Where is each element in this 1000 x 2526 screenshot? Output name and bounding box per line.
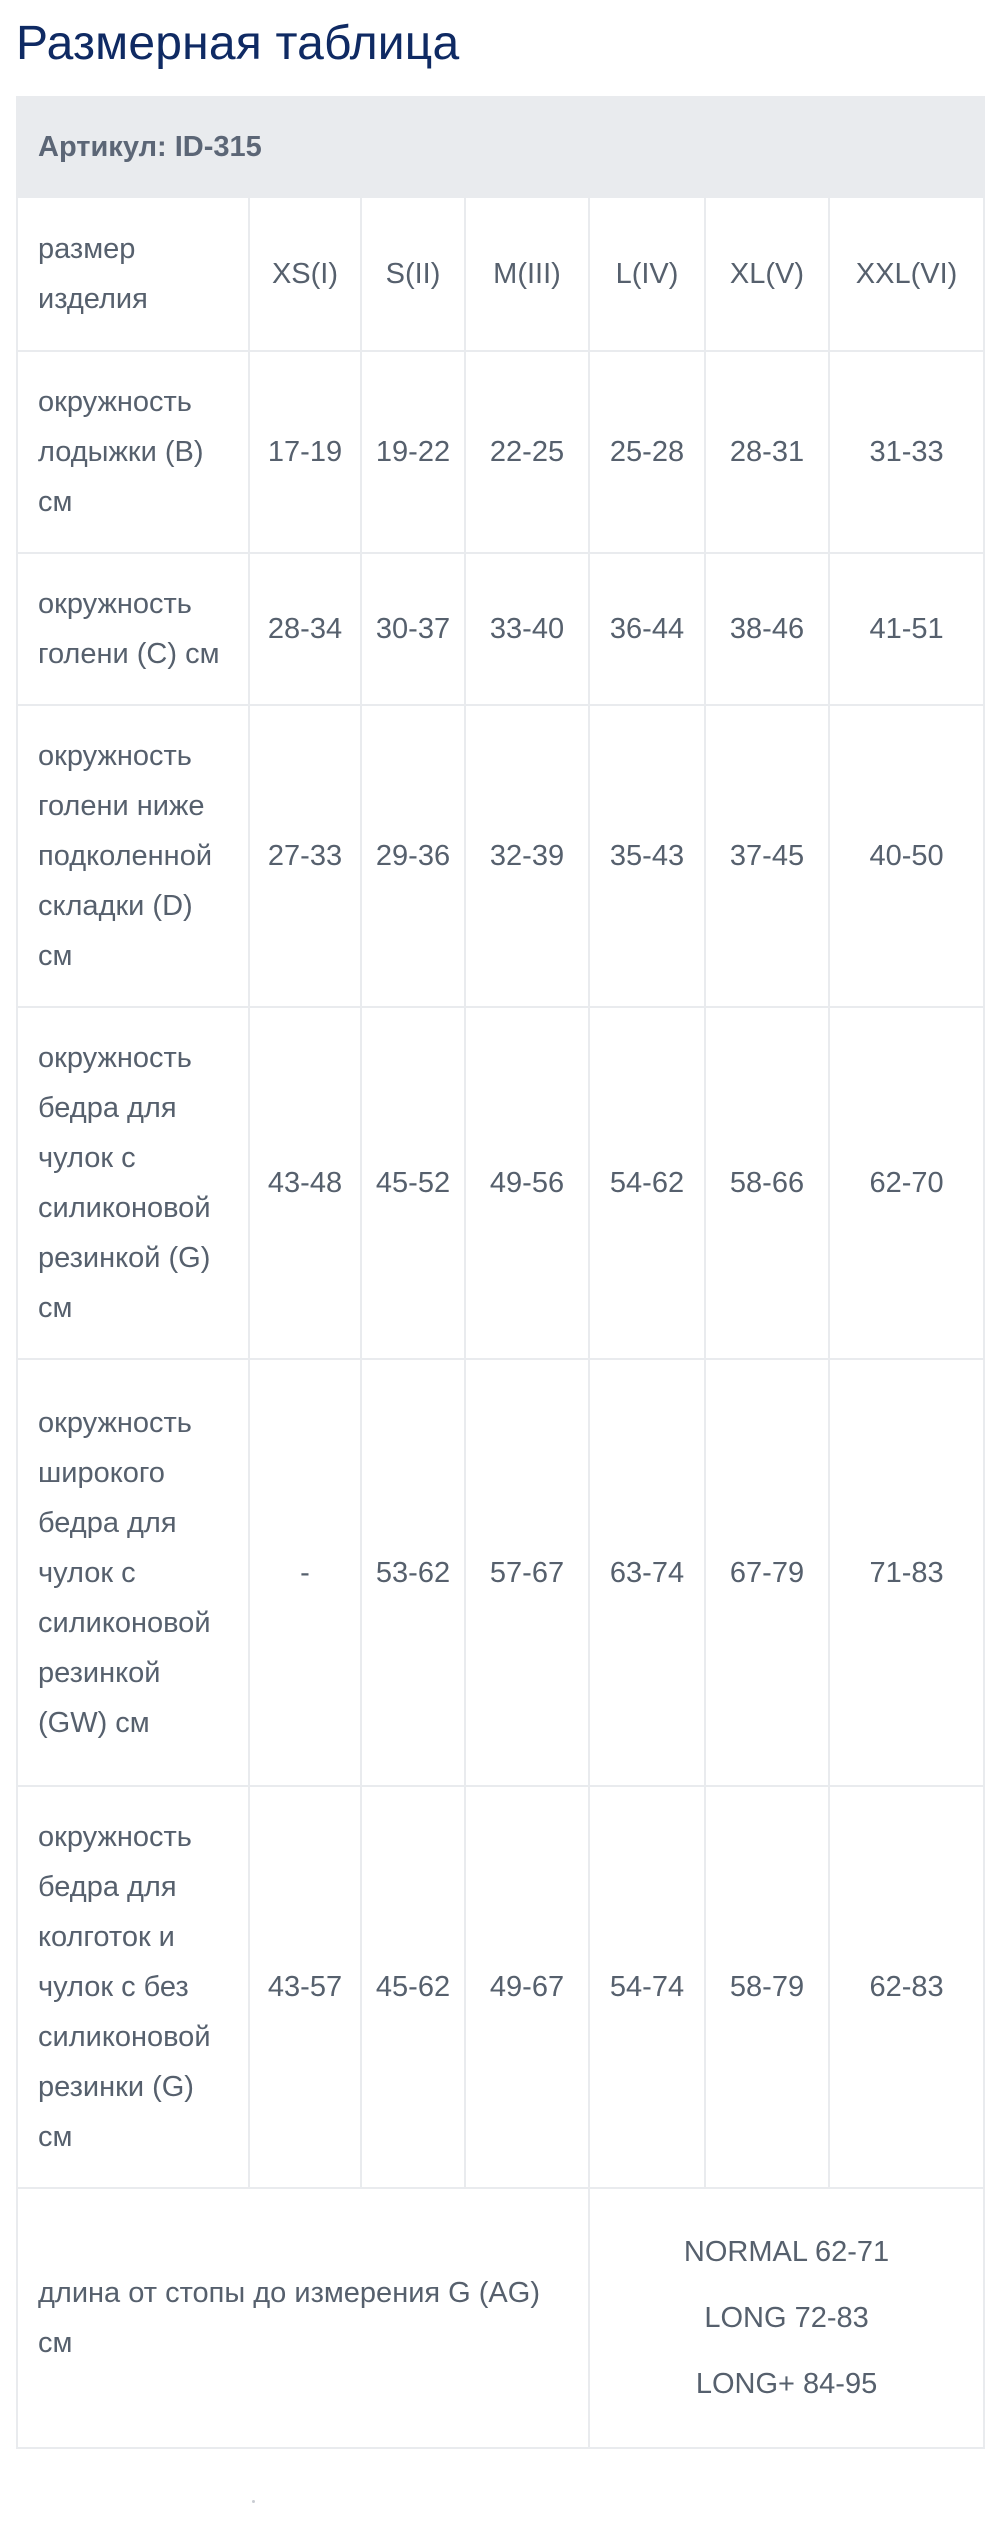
- table-row: [17, 1007, 984, 1359]
- length-row-label: длина от стопы до измерения G (AG) см: [17, 2188, 589, 2448]
- table-cell: 41-51: [829, 553, 984, 705]
- table-row: [17, 1359, 984, 1786]
- size-header-l: L(IV): [589, 197, 705, 351]
- table-cell: 58-66: [705, 1007, 829, 1359]
- table-cell: 33-40: [465, 553, 589, 705]
- table-cell: 63-74: [589, 1359, 705, 1786]
- size-table: [16, 96, 985, 2449]
- article-label: Артикул: ID-315: [17, 97, 984, 197]
- table-cell: -: [249, 1359, 361, 1786]
- row-label: окружность бедра для колготок и чулок с без силиконовой резинки (G) см: [17, 1786, 249, 2188]
- table-cell: 43-48: [249, 1007, 361, 1359]
- table-cell: 29-36: [361, 705, 465, 1007]
- table-row: [17, 705, 984, 1007]
- table-cell: 30-37: [361, 553, 465, 705]
- table-cell: 49-56: [465, 1007, 589, 1359]
- length-long: LONG 72-83: [704, 2302, 869, 2334]
- size-header-xl: XL(V): [705, 197, 829, 351]
- table-cell: 38-46: [705, 553, 829, 705]
- table-cell: 53-62: [361, 1359, 465, 1786]
- row-label: окружность лодыжки (B) см: [17, 351, 249, 553]
- table-cell: 43-57: [249, 1786, 361, 2188]
- length-row: [17, 2188, 984, 2448]
- table-cell: 25-28: [589, 351, 705, 553]
- table-row: [17, 1786, 984, 2188]
- decorative-dot: [252, 2500, 255, 2503]
- row-label: окружность бедра для чулок с силиконовой резинкой (G) см: [17, 1007, 249, 1359]
- table-cell: 67-79: [705, 1359, 829, 1786]
- table-cell: 49-67: [465, 1786, 589, 2188]
- size-header-m: M(III): [465, 197, 589, 351]
- table-cell: 37-45: [705, 705, 829, 1007]
- table-cell: 54-62: [589, 1007, 705, 1359]
- table-cell: 71-83: [829, 1359, 984, 1786]
- table-cell: 17-19: [249, 351, 361, 553]
- table-cell: 57-67: [465, 1359, 589, 1786]
- size-column-header: размер изделия: [17, 197, 249, 351]
- table-cell: 54-74: [589, 1786, 705, 2188]
- table-row: [17, 351, 984, 553]
- article-row: [17, 97, 984, 197]
- page-title: Размерная таблица: [16, 17, 460, 70]
- row-label: окружность голени ниже подколенной складки (D) см: [17, 705, 249, 1007]
- table-cell: 19-22: [361, 351, 465, 553]
- size-header-s: S(II): [361, 197, 465, 351]
- table-cell: 62-70: [829, 1007, 984, 1359]
- table-cell: 22-25: [465, 351, 589, 553]
- table-cell: 62-83: [829, 1786, 984, 2188]
- table-cell: 27-33: [249, 705, 361, 1007]
- size-header-xxl: XXL(VI): [829, 197, 984, 351]
- table-cell: 28-34: [249, 553, 361, 705]
- table-header-row: [17, 197, 984, 351]
- length-long-plus: LONG+ 84-95: [695, 2368, 878, 2400]
- table-cell: 40-50: [829, 705, 984, 1007]
- row-label: окружность широкого бедра для чулок с силиконовой резинкой (GW) см: [17, 1359, 249, 1786]
- table-cell: 58-79: [705, 1786, 829, 2188]
- length-normal: NORMAL 62-71: [683, 2236, 890, 2268]
- table-cell: 35-43: [589, 705, 705, 1007]
- row-label: окружность голени (C) см: [17, 553, 249, 705]
- size-header-xs: XS(I): [249, 197, 361, 351]
- table-cell: 36-44: [589, 553, 705, 705]
- table-cell: 32-39: [465, 705, 589, 1007]
- table-cell: 45-52: [361, 1007, 465, 1359]
- table-cell: 45-62: [361, 1786, 465, 2188]
- table-row: [17, 553, 984, 705]
- table-cell: 31-33: [829, 351, 984, 553]
- table-cell: 28-31: [705, 351, 829, 553]
- length-values-cell: [589, 2188, 984, 2448]
